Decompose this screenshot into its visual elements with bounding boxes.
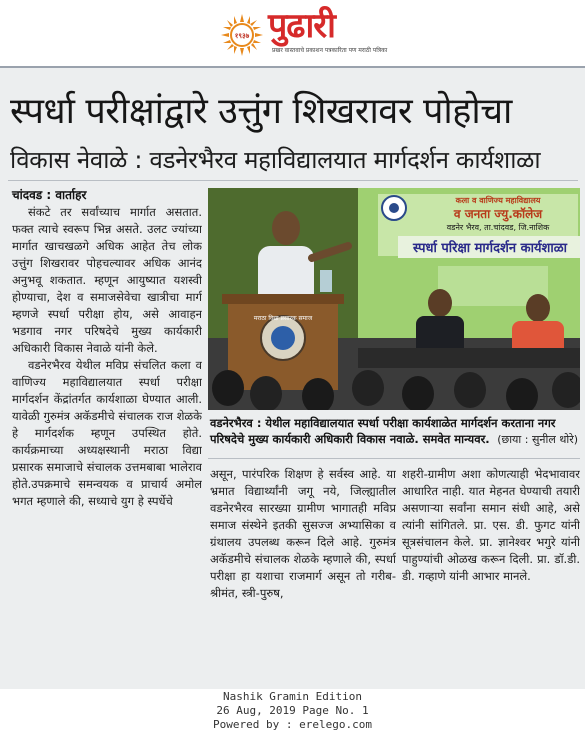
article-paragraph: वडनेरभैरव येथील मविप्र संचलित कला व वाणिज्य महाविद्यालयात स्पर्धा परीक्षा मार्गदर्शन केंद्रांतर्गत कार्यशाळा घेण्यात आली. यावेळी गुरुमंत्र अकॅडमीचे संचालक राज शेळके हे मार्गदर्शक म्हणून उपस्थित होते. कार्यक्रमाच्या अध्यक्षस्थानी मराठा विद्या प्रसारक समाजाचे संचालक उत्तमबाबा भालेराव होते.उपक्रमाचे समन्वयक व प्राचार्य अमोल भगत म्हणाले की, सध्याचे युग हे स्पर्धेचे — [12, 358, 202, 508]
powered-by: Powered by : erelego.com — [213, 718, 372, 731]
caption-rule — [208, 458, 580, 459]
article-photo — [208, 188, 580, 410]
water-bottle — [320, 270, 332, 292]
page-footer — [0, 690, 585, 732]
newspaper-tagline: प्रखर वास्तवाचे प्रकाशन पत्रकारिता पण मराठी पत्रिका — [272, 47, 388, 54]
article-column-2: असून, पारंपरिक शिक्षण हे सर्वस्व आहे. या भ्रमात विद्यार्थ्यांनी जगू नये, जिल्ह्यातील वडनेरभैरव सारख्या ग्रामीण भागातही मविप्र समाज संस्थेने इतकी सुसज्ज अभ्यासिका व ग्रंथालय उपलब्ध करून दिले आहे. गुरुमंत्र अकॅडमीचे संचालक शेळके म्हणाले की, स्पर्धा परीक्षा हा यशाचा राजमार्ग असून तो गरीब-श्रीमंत, स्त्री-पुरुष, — [210, 467, 396, 600]
logo-year: १९३७ — [234, 32, 250, 40]
article-paragraph: संकटे तर सर्वांच्याच मार्गात असतात. फक्त त्याचे स्वरूप भिन्न असते. उलट ज्यांच्या मार्गात खाचखळगे अधिक आहेत तेच लोक उत्तुंग शिखरावर पोहचल्यावर अधिक आनंद अनुभवू शकतात. म्हणून आयुष्यात यशस्वी होण्याचा, देश व समाजसेवेचा खात्रीचा मार्ग म्हणजे स्पर्धा परीक्षा होय, असे आवाहन भडगाव नगर परिषदेचे मुख्य कार्यकारी अधिकारी विकास नेवाळे यांनी केले. — [12, 205, 202, 355]
banner-line-3: वडनेर भैरव, ता.चांदवड, जि.नाशिक — [446, 223, 550, 232]
podium-label: मराठा विद्या प्रसारक समाज — [253, 315, 313, 322]
banner-line-1: कला व वाणिज्य महाविद्यालय — [455, 196, 541, 205]
photo-caption: वडनेरभैरव : येथील महाविद्यालयात स्पर्धा परीक्षा कार्यशाळेत मार्गदर्शन करताना नगर परिषदेचे मुख्य कार्यकारी अधिकारी विकास नवाळे. समवेत मान्यवर. — [210, 416, 556, 446]
masthead — [0, 0, 585, 62]
article-headline: स्पर्धा परीक्षांद्वारे उत्तुंग शिखरावर पोहोचा — [10, 91, 512, 132]
article-column-1 — [12, 204, 202, 682]
photo-credit: (छाया : सुनील थोरे) — [497, 433, 578, 446]
article-byline: चांदवड : वार्ताहर — [12, 188, 87, 202]
subheadline-rule — [8, 180, 578, 181]
article-subheadline: विकास नेवाळे : वडनेरभैरव महाविद्यालयात मार्गदर्शन कार्यशाळा — [10, 146, 541, 174]
sun-emblem-icon — [220, 13, 264, 57]
podium — [222, 294, 344, 390]
event-photo-illustration — [208, 188, 580, 410]
banner-line-2: व जनता ज्यु.कॉलेज — [453, 207, 543, 221]
banner-line-4: स्पर्धा परिक्षा मार्गदर्शन कार्यशाळा — [413, 241, 567, 256]
article-column-3: शहरी-ग्रामीण अशा कोणत्याही भेदभावावर आधारित नाही. यात मेहनत घेण्याची तयारी असणाऱ्या सर्वांना समान संधी आहे, असे त्यांनी सांगितले. प्रा. एस. डी. फुगट यांनी सूत्रसंचालन केले. प्रा. ज्ञानेश्वर भगुरे यांनी पाहुण्यांची ओळख करून दिली. प्रा. डॉ.डी. डी. गव्हाणे यांनी आभार मानले. — [402, 467, 580, 583]
newspaper-name: पुढारी — [268, 6, 335, 46]
edition-name: Nashik Gramin Edition — [222, 690, 363, 703]
edition-date-page: 26 Aug, 2019 Page No. 1 — [216, 704, 369, 717]
